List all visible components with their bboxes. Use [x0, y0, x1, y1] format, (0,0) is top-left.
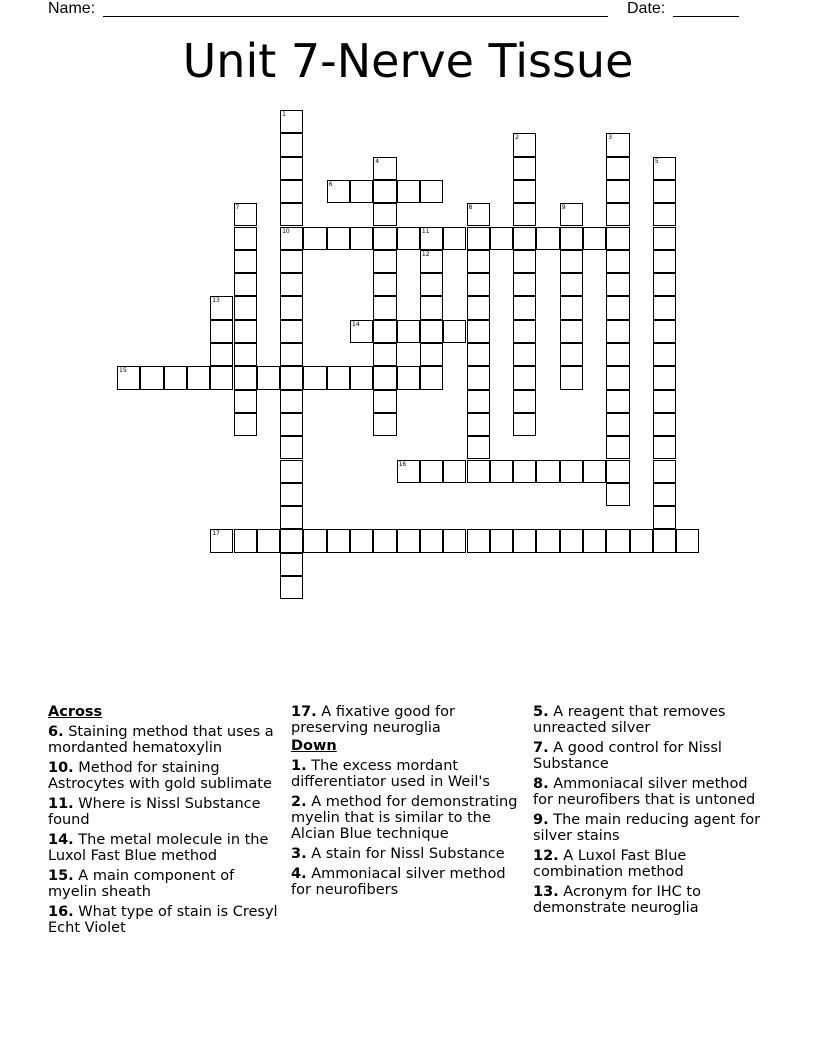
clue-number: 5: [654, 157, 659, 165]
page-title: Unit 7-Nerve Tissue: [182, 34, 634, 88]
grid-cell[interactable]: [513, 157, 536, 180]
clue-number: 13: [212, 297, 220, 305]
grid-cell[interactable]: [350, 529, 373, 552]
grid-cell[interactable]: [467, 273, 490, 296]
grid-cell[interactable]: [210, 296, 233, 319]
grid-cell[interactable]: [280, 460, 303, 483]
grid-cell[interactable]: [234, 529, 257, 552]
grid-cell[interactable]: [280, 506, 303, 529]
grid-cell[interactable]: [606, 343, 629, 366]
grid-cell[interactable]: [560, 227, 583, 250]
grid-cell[interactable]: [606, 413, 629, 436]
clue-number: 14: [352, 320, 360, 328]
clue-item-text: The excess mordant differentiator used in Weil's: [291, 758, 490, 790]
grid-cell[interactable]: [234, 320, 257, 343]
grid-cell[interactable]: [210, 343, 233, 366]
grid-cell[interactable]: [443, 227, 466, 250]
grid-cell[interactable]: [140, 366, 163, 389]
grid-cell[interactable]: [467, 413, 490, 436]
grid-cell[interactable]: [210, 320, 233, 343]
grid-cell[interactable]: [630, 529, 653, 552]
grid-cell[interactable]: [513, 273, 536, 296]
grid-cell[interactable]: [210, 366, 233, 389]
grid-cell[interactable]: [280, 553, 303, 576]
grid-cell[interactable]: [653, 203, 676, 226]
grid-cell[interactable]: [513, 320, 536, 343]
grid-cell[interactable]: [560, 250, 583, 273]
clue-item: [533, 884, 769, 916]
grid-cell[interactable]: [420, 296, 443, 319]
grid-cell[interactable]: [443, 460, 466, 483]
grid-cell[interactable]: [280, 296, 303, 319]
clue-item-number: 4.: [291, 866, 307, 882]
grid-cell[interactable]: [606, 483, 629, 506]
grid-cell[interactable]: [583, 227, 606, 250]
clue-number: 4: [375, 157, 380, 165]
grid-cell[interactable]: [234, 273, 257, 296]
clue-item-text: A fixative good for preserving neuroglia: [291, 704, 455, 736]
grid-cell[interactable]: [234, 366, 257, 389]
clue-item-number: 14.: [48, 832, 74, 848]
grid-cell[interactable]: [420, 273, 443, 296]
grid-cell[interactable]: [280, 250, 303, 273]
grid-cell[interactable]: [467, 250, 490, 273]
grid-cell[interactable]: [606, 460, 629, 483]
grid-cell[interactable]: [210, 529, 233, 552]
clue-item-number: 10.: [48, 760, 74, 776]
clue-item: [291, 846, 527, 862]
grid-cell[interactable]: [373, 227, 396, 250]
clue-number: 12: [421, 250, 430, 258]
grid-cell[interactable]: [257, 529, 280, 552]
grid-cell[interactable]: [467, 390, 490, 413]
grid-cell[interactable]: [397, 366, 420, 389]
clue-item-text: The metal molecule in the Luxol Fast Blue method: [48, 832, 269, 864]
clue-item-text: Ammoniacal silver method for neurofibers that is untoned: [533, 776, 756, 808]
grid-cell[interactable]: [606, 296, 629, 319]
clues-column-3: [533, 702, 769, 916]
clue-number: 3: [608, 134, 613, 142]
clue-item-text: A Luxol Fast Blue combination method: [533, 848, 687, 880]
grid-cell[interactable]: [327, 529, 350, 552]
grid-cell[interactable]: [280, 320, 303, 343]
grid-cell[interactable]: [420, 529, 443, 552]
grid-cell[interactable]: [653, 273, 676, 296]
grid-cell[interactable]: [606, 436, 629, 459]
grid-cell[interactable]: [606, 390, 629, 413]
grid-cell[interactable]: [606, 157, 629, 180]
grid-cell[interactable]: [420, 227, 443, 250]
grid-cell[interactable]: [280, 273, 303, 296]
grid-cell[interactable]: [397, 320, 420, 343]
clue-item: [48, 724, 284, 756]
grid-cell[interactable]: [373, 180, 396, 203]
grid-cell[interactable]: [280, 366, 303, 389]
grid-cell[interactable]: [513, 460, 536, 483]
grid-cell[interactable]: [653, 250, 676, 273]
grid-cell[interactable]: [606, 133, 629, 156]
grid-cell[interactable]: [420, 180, 443, 203]
grid-cell[interactable]: [280, 343, 303, 366]
grid-cell[interactable]: [350, 320, 373, 343]
grid-cell[interactable]: [653, 436, 676, 459]
grid-cell[interactable]: [490, 460, 513, 483]
grid-cell[interactable]: [653, 180, 676, 203]
grid-cell[interactable]: [513, 413, 536, 436]
clues-column-1: [48, 702, 284, 936]
grid-cell[interactable]: [653, 320, 676, 343]
clue-item-number: 16.: [48, 904, 74, 920]
grid-cell[interactable]: [467, 343, 490, 366]
grid-cell[interactable]: [280, 576, 303, 599]
clue-item: [533, 740, 769, 772]
grid-cell[interactable]: [420, 366, 443, 389]
grid-cell[interactable]: [373, 413, 396, 436]
grid-cell[interactable]: [653, 157, 676, 180]
clue-number: 9: [561, 204, 566, 212]
grid-cell[interactable]: [187, 366, 210, 389]
clue-item-text: A method for demonstrating myelin that is similar to the Alcian Blue technique: [291, 794, 518, 842]
clue-item-text: Staining method that uses a mordanted hematoxylin: [48, 724, 274, 756]
grid-cell[interactable]: [303, 529, 326, 552]
grid-cell[interactable]: [513, 227, 536, 250]
name-label: Name:: [48, 0, 96, 17]
grid-cell[interactable]: [560, 273, 583, 296]
grid-cell[interactable]: [536, 529, 559, 552]
grid-cell[interactable]: [373, 250, 396, 273]
grid-cell[interactable]: [373, 203, 396, 226]
grid-cell[interactable]: [513, 529, 536, 552]
grid-cell[interactable]: [234, 296, 257, 319]
clue-number: 1: [282, 111, 286, 118]
grid-cell[interactable]: [280, 180, 303, 203]
clue-item: [291, 758, 527, 790]
clue-number: 15: [119, 367, 127, 375]
grid-cell[interactable]: [117, 366, 140, 389]
clue-item-text: Ammoniacal silver method for neurofibers: [291, 866, 506, 898]
grid-cell[interactable]: [234, 343, 257, 366]
grid-cell[interactable]: [653, 366, 676, 389]
grid-cell[interactable]: [653, 483, 676, 506]
clue-item-number: 15.: [48, 868, 74, 884]
grid-cell[interactable]: [164, 366, 187, 389]
grid-cell[interactable]: [327, 227, 350, 250]
grid-cell[interactable]: [350, 227, 373, 250]
grid-cell[interactable]: [513, 203, 536, 226]
grid-cell[interactable]: [373, 390, 396, 413]
clue-item-text: Method for staining Astrocytes with gold sublimate: [48, 760, 272, 792]
grid-cell[interactable]: [373, 529, 396, 552]
grid-cell[interactable]: [653, 529, 676, 552]
clue-item: [533, 776, 769, 808]
grid-cell[interactable]: [373, 366, 396, 389]
grid-cell[interactable]: [234, 227, 257, 250]
grid-cell[interactable]: [234, 250, 257, 273]
grid-cell[interactable]: [420, 250, 443, 273]
grid-cell[interactable]: [467, 203, 490, 226]
grid-cell[interactable]: [280, 227, 303, 250]
clue-item-number: 9.: [533, 812, 549, 828]
clue-item: [291, 794, 527, 842]
grid-cell[interactable]: [583, 460, 606, 483]
grid-cell[interactable]: [490, 227, 513, 250]
grid-cell[interactable]: [490, 529, 513, 552]
grid-cell[interactable]: [397, 180, 420, 203]
clue-item-text: A good control for Nissl Substance: [533, 740, 722, 772]
grid-cell[interactable]: [280, 483, 303, 506]
clue-item: [48, 868, 284, 900]
grid-cell[interactable]: [373, 320, 396, 343]
grid-cell[interactable]: [280, 110, 303, 133]
clue-item-number: 11.: [48, 796, 74, 812]
clue-item-number: 2.: [291, 794, 307, 810]
grid-cell[interactable]: [327, 366, 350, 389]
clue-item-text: Where is Nissl Substance found: [48, 796, 261, 828]
grid-cell[interactable]: [373, 296, 396, 319]
clue-item-number: 13.: [533, 884, 559, 900]
grid-cell[interactable]: [467, 436, 490, 459]
clue-item-number: 6.: [48, 724, 64, 740]
clue-heading: Across: [48, 704, 103, 720]
grid-cell[interactable]: [653, 413, 676, 436]
grid-cell[interactable]: [467, 296, 490, 319]
grid-cell[interactable]: [443, 320, 466, 343]
clues-column-2: [291, 702, 527, 898]
clue-item-number: 3.: [291, 846, 307, 862]
clue-item: [48, 760, 284, 792]
grid-cell[interactable]: [420, 343, 443, 366]
clue-item-number: 12.: [533, 848, 559, 864]
grid-cell[interactable]: [234, 390, 257, 413]
grid-cell[interactable]: [420, 460, 443, 483]
clue-item: [291, 704, 527, 736]
clue-item: [48, 832, 284, 864]
grid-cell[interactable]: [467, 227, 490, 250]
grid-cell[interactable]: [280, 529, 303, 552]
grid-cell[interactable]: [606, 366, 629, 389]
grid-cell[interactable]: [513, 250, 536, 273]
clue-item: [533, 704, 769, 736]
grid-cell[interactable]: [606, 227, 629, 250]
grid-cell[interactable]: [653, 227, 676, 250]
clue-item-number: 1.: [291, 758, 307, 774]
clue-number: 8: [468, 204, 473, 212]
grid-cell[interactable]: [443, 529, 466, 552]
grid-cell[interactable]: [420, 320, 443, 343]
clue-item-number: 8.: [533, 776, 549, 792]
grid-cell[interactable]: [373, 343, 396, 366]
grid-cell[interactable]: [467, 320, 490, 343]
grid-cell[interactable]: [536, 227, 559, 250]
grid-cell[interactable]: [327, 180, 350, 203]
clue-item: [533, 848, 769, 880]
grid-cell[interactable]: [373, 157, 396, 180]
grid-cell[interactable]: [280, 133, 303, 156]
grid-cell[interactable]: [606, 320, 629, 343]
grid-cell[interactable]: [513, 390, 536, 413]
grid-cell[interactable]: [606, 529, 629, 552]
clue-item-text: A stain for Nissl Substance: [306, 846, 505, 862]
grid-cell[interactable]: [606, 250, 629, 273]
grid-cell[interactable]: [560, 203, 583, 226]
grid-cell[interactable]: [513, 180, 536, 203]
clue-item: [291, 866, 527, 898]
grid-cell[interactable]: [513, 366, 536, 389]
clue-item: [533, 812, 769, 844]
clue-item-number: 17.: [291, 704, 317, 720]
clue-number: 16: [398, 460, 407, 468]
grid-cell[interactable]: [467, 460, 490, 483]
clue-number: 17: [212, 530, 220, 538]
grid-cell[interactable]: [397, 227, 420, 250]
grid-cell[interactable]: [280, 390, 303, 413]
grid-cell[interactable]: [513, 133, 536, 156]
grid-cell[interactable]: [234, 413, 257, 436]
grid-cell[interactable]: [234, 203, 257, 226]
grid-cell[interactable]: [560, 296, 583, 319]
grid-cell[interactable]: [560, 529, 583, 552]
grid-cell[interactable]: [303, 366, 326, 389]
grid-cell[interactable]: [653, 506, 676, 529]
clue-item-number: 7.: [533, 740, 549, 756]
grid-cell[interactable]: [280, 203, 303, 226]
grid-cell[interactable]: [653, 390, 676, 413]
grid-cell[interactable]: [653, 343, 676, 366]
clue-item-text: Acronym for IHC to demonstrate neuroglia: [533, 884, 701, 916]
clue-number: 11: [421, 227, 430, 235]
clue-item: [48, 796, 284, 828]
clue-item-text: What type of stain is Cresyl Echt Violet: [48, 904, 278, 936]
clue-item: [48, 904, 284, 936]
grid-cell[interactable]: [280, 413, 303, 436]
grid-cell[interactable]: [303, 227, 326, 250]
grid-cell[interactable]: [280, 436, 303, 459]
grid-cell[interactable]: [583, 529, 606, 552]
grid-cell[interactable]: [676, 529, 699, 552]
grid-cell[interactable]: [560, 460, 583, 483]
grid-cell[interactable]: [513, 343, 536, 366]
grid-cell[interactable]: [350, 366, 373, 389]
grid-cell[interactable]: [606, 203, 629, 226]
grid-cell[interactable]: [257, 366, 280, 389]
clue-item-text: The main reducing agent for silver stains: [533, 812, 761, 844]
grid-cell[interactable]: [560, 366, 583, 389]
clue-item-text: A main component of myelin sheath: [48, 868, 235, 900]
clue-item-text: A reagent that removes unreacted silver: [533, 704, 726, 736]
grid-cell[interactable]: [606, 273, 629, 296]
grid-cell[interactable]: [560, 343, 583, 366]
date-label: Date:: [627, 0, 666, 17]
grid-cell[interactable]: [606, 180, 629, 203]
grid-cell[interactable]: [350, 180, 373, 203]
grid-cell[interactable]: [397, 460, 420, 483]
clue-number: 7: [235, 204, 240, 212]
grid-cell[interactable]: [653, 460, 676, 483]
clue-number: 10: [282, 227, 290, 235]
grid-cell[interactable]: [397, 529, 420, 552]
clue-heading: Down: [291, 738, 337, 754]
clue-item-number: 5.: [533, 704, 549, 720]
grid-cell[interactable]: [560, 320, 583, 343]
clue-number: 2: [515, 134, 519, 142]
grid-cell[interactable]: [467, 529, 490, 552]
grid-cell[interactable]: [513, 296, 536, 319]
grid-cell[interactable]: [653, 296, 676, 319]
grid-cell[interactable]: [373, 273, 396, 296]
grid-cell[interactable]: [280, 157, 303, 180]
grid-cell[interactable]: [536, 460, 559, 483]
clue-number: 6: [328, 180, 333, 188]
grid-cell[interactable]: [467, 366, 490, 389]
